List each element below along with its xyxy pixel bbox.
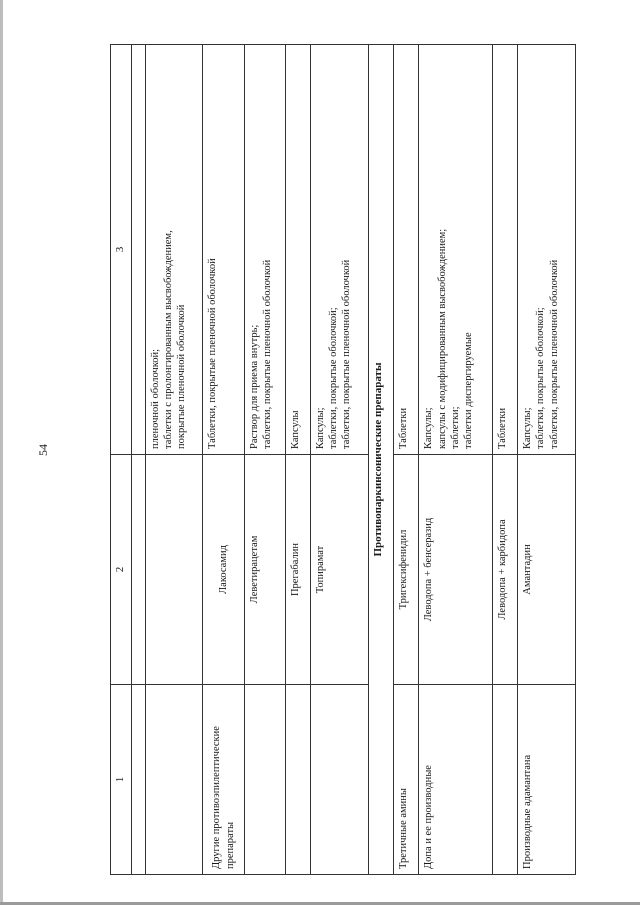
form-line: Капсулы; (522, 407, 534, 449)
table-blank-row (131, 45, 145, 875)
table-row (203, 45, 244, 875)
cell-forms (419, 45, 493, 455)
cell-drug: Прегабалин (286, 455, 311, 685)
cell-forms (145, 45, 203, 455)
cell-drug: Леветирацетам (244, 455, 285, 685)
table-row (145, 45, 203, 875)
form-line: таблетки, покрытые оболочкой; (328, 307, 340, 449)
table-row (244, 45, 285, 875)
cell-drug: Тригексифенидил (394, 455, 419, 685)
form-line: Таблетки (398, 407, 410, 449)
form-line: таблетки, покрытые оболочкой; (535, 307, 547, 449)
cell-drug: Леводопа + бенсеразид (419, 455, 493, 685)
table-row (311, 45, 369, 875)
form-line: пленочной оболочкой; (149, 348, 161, 449)
cell-group (493, 685, 518, 875)
rotated-table-wrapper (110, 45, 576, 875)
header-col-1: 1 (111, 685, 132, 875)
table-row (518, 45, 576, 875)
cell-group (286, 685, 311, 875)
cell-forms (311, 45, 369, 455)
cell-forms (286, 45, 311, 455)
cell-forms (518, 45, 576, 455)
cell-group: Другие противоэпилептические препараты (203, 685, 244, 875)
form-line: таблетки, покрытые пленочной оболочкой (341, 259, 353, 449)
drug-table (110, 44, 576, 875)
cell-drug (145, 455, 203, 685)
cell-forms (203, 45, 244, 455)
cell-drug: Амантадин (518, 455, 576, 685)
form-line: таблетки, покрытые пленочной оболочкой (261, 259, 273, 449)
blank-cell (131, 45, 145, 455)
cell-forms (493, 45, 518, 455)
blank-cell (131, 455, 145, 685)
form-line: капсулы с модифицированным высвобождением; (436, 228, 448, 449)
page-number: 54 (36, 444, 50, 456)
form-line: покрытые пленочной оболочкой (176, 304, 187, 449)
cell-group: Допа и ее производные (419, 685, 493, 875)
cell-group (311, 685, 369, 875)
cell-group: Производные адамантана (518, 685, 576, 875)
cell-drug: Лакосамид (203, 455, 244, 685)
cell-group (145, 685, 203, 875)
table-row (286, 45, 311, 875)
cell-drug: Топирамат (311, 455, 369, 685)
cell-group (244, 685, 285, 875)
blank-cell (131, 685, 145, 875)
table-header-row (111, 45, 132, 875)
form-line: Капсулы; (423, 407, 435, 449)
form-line: таблетки; (449, 406, 461, 449)
table-row (493, 45, 518, 875)
cell-group: Третичные амины (394, 685, 419, 875)
cell-drug: Леводопа + карбидопа (493, 455, 518, 685)
cell-forms (244, 45, 285, 455)
form-line: Капсулы (290, 410, 301, 449)
form-line: Таблетки, покрытые пленочной оболочкой (207, 258, 219, 449)
form-line: Раствор для приема внутрь; (248, 324, 260, 449)
form-line: таблетки с пролонгированным высвобождением, (162, 230, 174, 449)
table-row (394, 45, 419, 875)
group-row (368, 45, 394, 875)
cell-forms (394, 45, 419, 455)
table-row (419, 45, 493, 875)
scan-edge-left (0, 0, 3, 905)
form-line: Капсулы; (315, 407, 326, 449)
form-line: таблетки диспергируемые (462, 332, 474, 449)
header-col-2: 2 (111, 455, 132, 685)
group-heading: Противопаркинсонические препараты (368, 45, 394, 875)
header-col-3: 3 (111, 45, 132, 455)
form-line: Таблетки (497, 407, 509, 449)
form-line: таблетки, покрытые пленочной оболочкой (548, 259, 560, 449)
